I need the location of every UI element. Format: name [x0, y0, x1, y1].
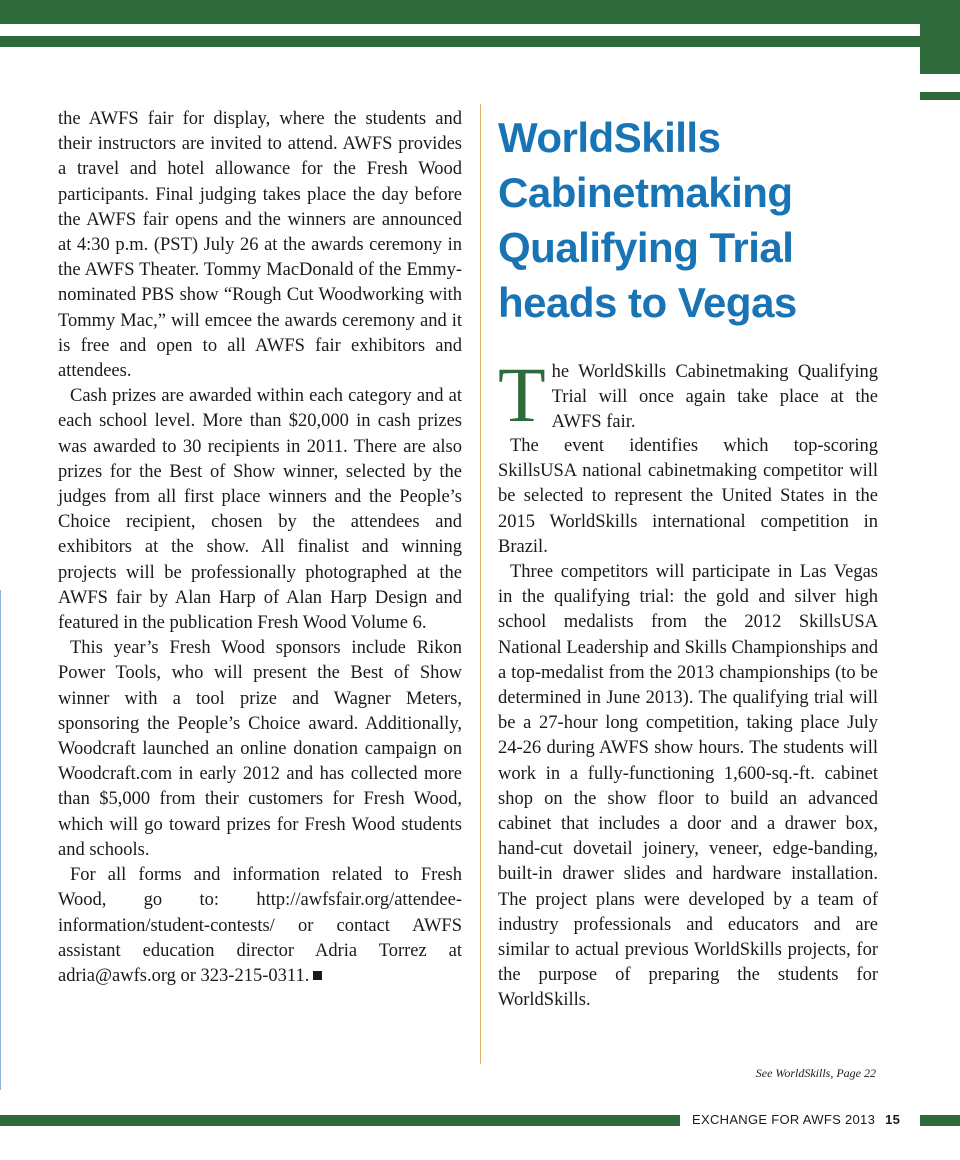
- footer: [692, 1112, 900, 1127]
- left-paragraph: the AWFS fair for display, where the students and their instructors are invited to attend. AWFS provides a travel and hotel allowance for the Fresh Wood participants. Final judging takes place the day before the AWFS fair opens and the winners are announced at 4:30 p.m. (PST) July 26 at the awards ceremony in the AWFS Theater. Tommy MacDonald of the Emmy-nominated PBS show “Rough Cut Woodworking with Tommy Mac,” will emcee the awards ceremony and it is free and open to all AWFS fair exhibitors and attendees.: [58, 109, 462, 382]
- footer-green-tab: [920, 1115, 960, 1126]
- page-number: 15: [885, 1112, 901, 1127]
- corner-green-block: [920, 0, 960, 74]
- lead-text: he WorldSkills Cabinetmaking Qualifying Trial will once again take place at the AWFS fair.: [551, 362, 878, 433]
- publication-name: EXCHANGE FOR AWFS 2013: [692, 1112, 876, 1127]
- top-green-bar: [0, 0, 960, 24]
- drop-cap: T: [498, 351, 546, 438]
- article-headline: WorldSkills Cabinetmaking Qualifying Trial heads to Vegas: [498, 114, 797, 326]
- top-green-stripe: [0, 36, 920, 47]
- left-paragraph-text: For all forms and information related to Fresh Wood, go to: http://awfsfair.org/attendee-information/student-contests/ or contact AWFS assistant education director Adria Torrez at adria@awfs.org or 323-215-0311.: [58, 865, 462, 986]
- column-divider: [480, 104, 481, 1064]
- page-edge-line: [0, 590, 1, 1090]
- right-paragraph: Three competitors will participate in Las Vegas in the qualifying trial: the gold and silver high school medalists from the 2012 SkillsUSA National Leadership and Skills Championships and a top-medalist from the 2013 championships (to be determined in June 2013). The qualifying trial will be a 27-hour long competition, taking place July 24-26 during AWFS show hours. The students will work in a fully-functioning 1,600-sq.-ft. cabinet shop on the show floor to build an advanced cabinet that includes a door and a drawer box, hand-cut dovetail joinery, veneer, edge-banding, built-in drawer slides and hardware installation. The project plans were developed by a team of industry professionals and educators and are similar to actual previous WorldSkills projects, for the purpose of preparing the students for WorldSkills.: [498, 562, 878, 1011]
- footer-green-bar: [0, 1115, 680, 1126]
- left-paragraph-last: [58, 863, 462, 989]
- right-column: [498, 434, 878, 1014]
- right-paragraph: The event identifies which top-scoring SkillsUSA national cabinetmaking competitor will be selected to represent the United States in the 2015 WorldSkills international competition in Brazil.: [498, 436, 878, 557]
- side-green-tab: [920, 92, 960, 100]
- lead-paragraph: [498, 351, 878, 438]
- left-paragraph: This year’s Fresh Wood sponsors include Rikon Power Tools, who will present the Best of Show winner with a tool prize and Wagner Meters, sponsoring the People’s Choice award. Additionally, Woodcraft launched an online donation campaign on Woodcraft.com in early 2012 and has collected more than $5,000 from their customers for Fresh Wood, which will go toward prizes for Fresh Wood students and schools.: [58, 638, 462, 860]
- end-of-article-mark: [313, 971, 322, 980]
- left-column: [58, 107, 462, 989]
- left-paragraph: Cash prizes are awarded within each category and at each school level. More than $20,000 in cash prizes was awarded to 30 recipients in 2011. There are also prizes for the Best of Show winner, selected by the judges from all first place winners and the People’s Choice recipient, chosen by the attendees and exhibitors at the show. All finalist and winning projects will be professionally photographed at the AWFS fair by Alan Harp of Alan Harp Design and featured in the publication Fresh Wood Volume 6.: [58, 386, 462, 634]
- continued-reference: See WorldSkills, Page 22: [755, 1066, 876, 1080]
